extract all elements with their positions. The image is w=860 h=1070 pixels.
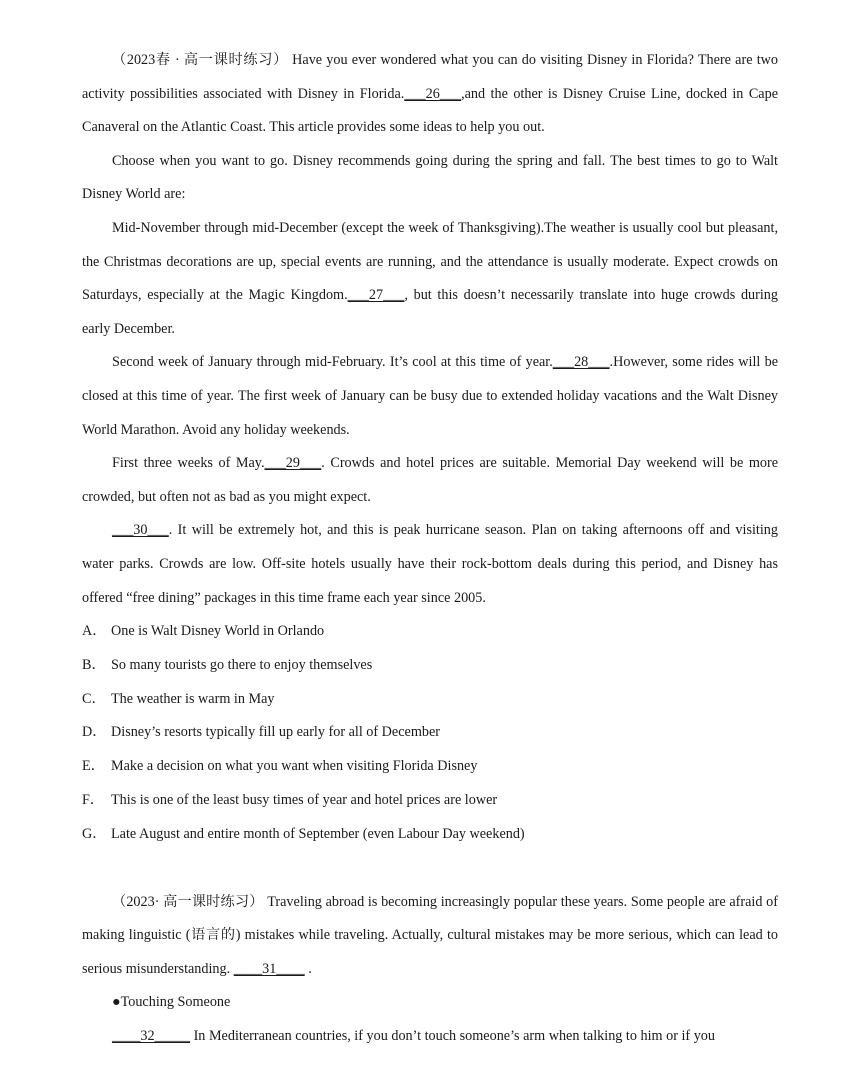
- passage1-paragraph-4: Second week of January through mid-February. It’s cool at this time of year.___28___.However, some rides will be closed at this time of year. The first week of January can be busy due to extended holiday vacations and the Walt Disney World Marathon. Avoid any holiday weekends.: [82, 354, 778, 438]
- option-text: Make a decision on what you want when visiting Florida Disney: [111, 758, 478, 775]
- option-e[interactable]: [82, 750, 778, 784]
- option-letter: D．: [82, 724, 107, 741]
- option-letter: C．: [82, 690, 106, 707]
- section-spacer: [82, 852, 778, 886]
- blank-32[interactable]: ____32_____: [112, 1028, 191, 1045]
- option-g[interactable]: [82, 818, 778, 852]
- passage1-paragraph-5: First three weeks of May.___29___. Crowds and hotel prices are suitable. Memorial Day weekend will be more crowded, but often not as bad as you might expect.: [82, 455, 778, 505]
- source-tag: （2023春 · 高一课时练习）: [112, 52, 288, 68]
- blank-30[interactable]: ___30___: [112, 522, 169, 539]
- document-page: [82, 44, 778, 1054]
- option-text: So many tourists go there to enjoy themselves: [111, 656, 373, 673]
- option-text: This is one of the least busy times of year and hotel prices are lower: [111, 792, 498, 809]
- blank-27[interactable]: ___27___: [347, 287, 405, 304]
- option-a[interactable]: [82, 615, 778, 649]
- option-text: One is Walt Disney World in Orlando: [111, 623, 325, 640]
- source-tag: （2023· 高一课时练习）: [112, 893, 264, 910]
- passage1-paragraph-2: Choose when you want to go. Disney recommends going during the spring and fall. The best times to go to Walt Disney World are:: [82, 152, 778, 203]
- blank-31[interactable]: ____31____: [233, 960, 305, 977]
- option-b[interactable]: [82, 649, 778, 683]
- passage1-paragraph-6: ___30___. It will be extremely hot, and this is peak hurricane season. Plan on taking afternoons off and visiting water parks. Crowds are low. Off-site hotels usually have their rock-bottom deals during this period, and Disney has offered “free dining” packages in this time frame each year since 2005.: [82, 522, 778, 606]
- option-text: Late August and entire month of September (even Labour Day weekend): [111, 825, 525, 842]
- passage2-intro: （2023· 高一课时练习） Traveling abroad is becoming increasingly popular these years. Some people are afraid of making linguistic (语言的) mistakes while traveling. Actually, cultural mistakes may be more serious, which can lead to serious misunderstanding. ____31____ .: [82, 893, 778, 977]
- blank-28[interactable]: ___28___: [552, 354, 610, 371]
- blank-26[interactable]: ___26___: [404, 85, 462, 102]
- option-d[interactable]: [82, 716, 778, 750]
- option-letter: E．: [82, 758, 105, 775]
- passage1-intro: （2023春 · 高一课时练习） Have you ever wondered what you can do visiting Disney in Florida? There are two activity possibilities associated with Disney in Florida.___26___,and the other is Disney Cruise Line, docked in Cape Canaveral on the Atlantic Coast. This article provides some ideas to help you out.: [82, 52, 778, 136]
- blank-29[interactable]: ___29___: [264, 455, 322, 472]
- section-heading-touching: ●Touching Someone: [112, 994, 231, 1011]
- option-text: Disney’s resorts typically fill up early for all of December: [111, 724, 440, 741]
- passage2-paragraph-2: ____32_____ In Mediterranean countries, if you don’t touch someone’s arm when talking to him or if you: [112, 1028, 715, 1045]
- option-f[interactable]: [82, 784, 778, 818]
- option-text: The weather is warm in May: [111, 690, 275, 707]
- option-letter: B．: [82, 656, 106, 673]
- option-letter: G．: [82, 825, 107, 842]
- passage1-paragraph-3: Mid-November through mid-December (except the week of Thanksgiving).The weather is usually cool but pleasant, the Christmas decorations are up, special events are running, and the attendance is usually moderate. Expect crowds on Saturdays, especially at the Magic Kingdom.___27___, but this doesn’t necessarily translate into huge crowds during early December.: [82, 219, 778, 337]
- options-list: [82, 615, 778, 852]
- option-letter: F．: [82, 792, 105, 809]
- option-c[interactable]: [82, 683, 778, 717]
- option-letter: A．: [82, 623, 107, 640]
